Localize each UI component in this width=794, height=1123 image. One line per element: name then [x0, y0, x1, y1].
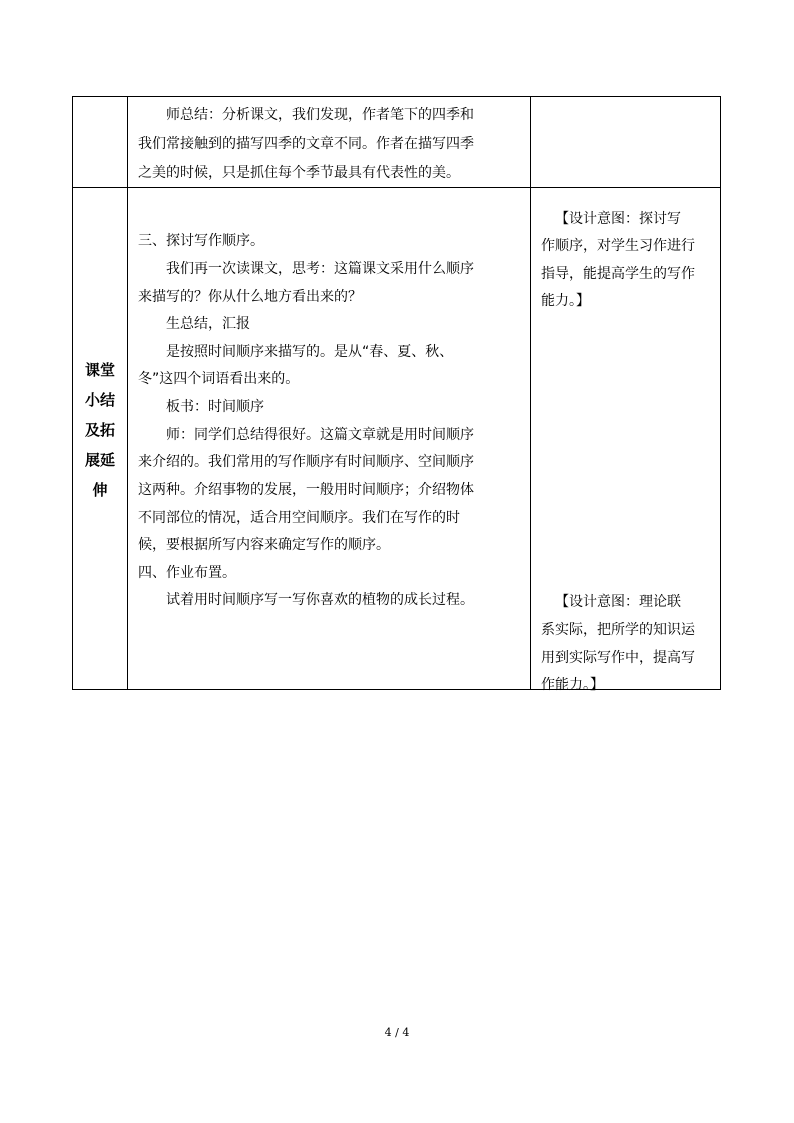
text-line: 这两种。介绍事物的发展，一般用时间顺序；介绍物体 — [138, 482, 474, 498]
text-line: 试着用时间顺序写一写你喜欢的植物的成长过程。 — [166, 592, 474, 608]
text-line: 冬”这四个词语看出来的。 — [138, 371, 300, 387]
design-note-line: 系实际，把所学的知识运 — [541, 622, 695, 638]
lesson-table — [72, 96, 721, 693]
text-line: 不同部位的情况，适合用空间顺序。我们在写作的时 — [138, 510, 460, 526]
row1-content-cell — [128, 97, 530, 187]
text-line: 生总结，汇报 — [166, 316, 250, 332]
text-line: 候，要根据所写内容来确定写作的顺序。 — [138, 537, 390, 553]
text-line: 我们常接触到的描写四季的文章不同。作者在描写四季 — [138, 136, 474, 152]
design-note-line: 作能力。】 — [541, 677, 604, 693]
design-note-line: 能力。】 — [541, 293, 590, 309]
section-label: 展延 — [84, 451, 115, 469]
section-heading: 四、作业布置。 — [138, 565, 236, 581]
text-line: 师总结：分析课文，我们发现，作者笔下的四季和 — [166, 107, 474, 123]
section-label: 及拓 — [84, 421, 115, 439]
design-note-line: 作顺序，对学生习作进行 — [541, 238, 695, 254]
text-line: 我们再一次读课文，思考：这篇课文采用什么顺序 — [166, 261, 474, 277]
row2-label-cell — [73, 188, 127, 691]
text-line: 板书：时间顺序 — [166, 399, 264, 415]
text-line: 师：同学们总结得很好。这篇文章就是用时间顺序 — [166, 427, 474, 443]
design-note-line: 【设计意图：探讨写 — [555, 211, 681, 227]
text-line: 来介绍的。我们常用的写作顺序有时间顺序、空间顺序 — [138, 454, 474, 470]
row2-notes-cell — [531, 188, 720, 691]
design-note-line: 用到实际写作中，提高写 — [541, 650, 695, 666]
row2-content-cell — [128, 188, 530, 691]
text-line: 是按照时间顺序来描写的。是从“春、夏、秋、 — [166, 344, 454, 360]
design-note-line: 指导，能提高学生的写作 — [541, 266, 695, 282]
section-label: 伸 — [92, 481, 108, 499]
section-label: 小结 — [84, 391, 115, 409]
section-label: 课堂 — [84, 361, 115, 379]
section-heading: 三、探讨写作顺序。 — [138, 233, 264, 249]
design-note-line: 【设计意图：理论联 — [555, 594, 681, 610]
text-line: 来描写的？你从什么地方看出来的？ — [138, 289, 362, 305]
page-number: 4 / 4 — [384, 1026, 410, 1039]
text-line: 之美的时候，只是抓住每个季节最具有代表性的美。 — [138, 165, 460, 181]
